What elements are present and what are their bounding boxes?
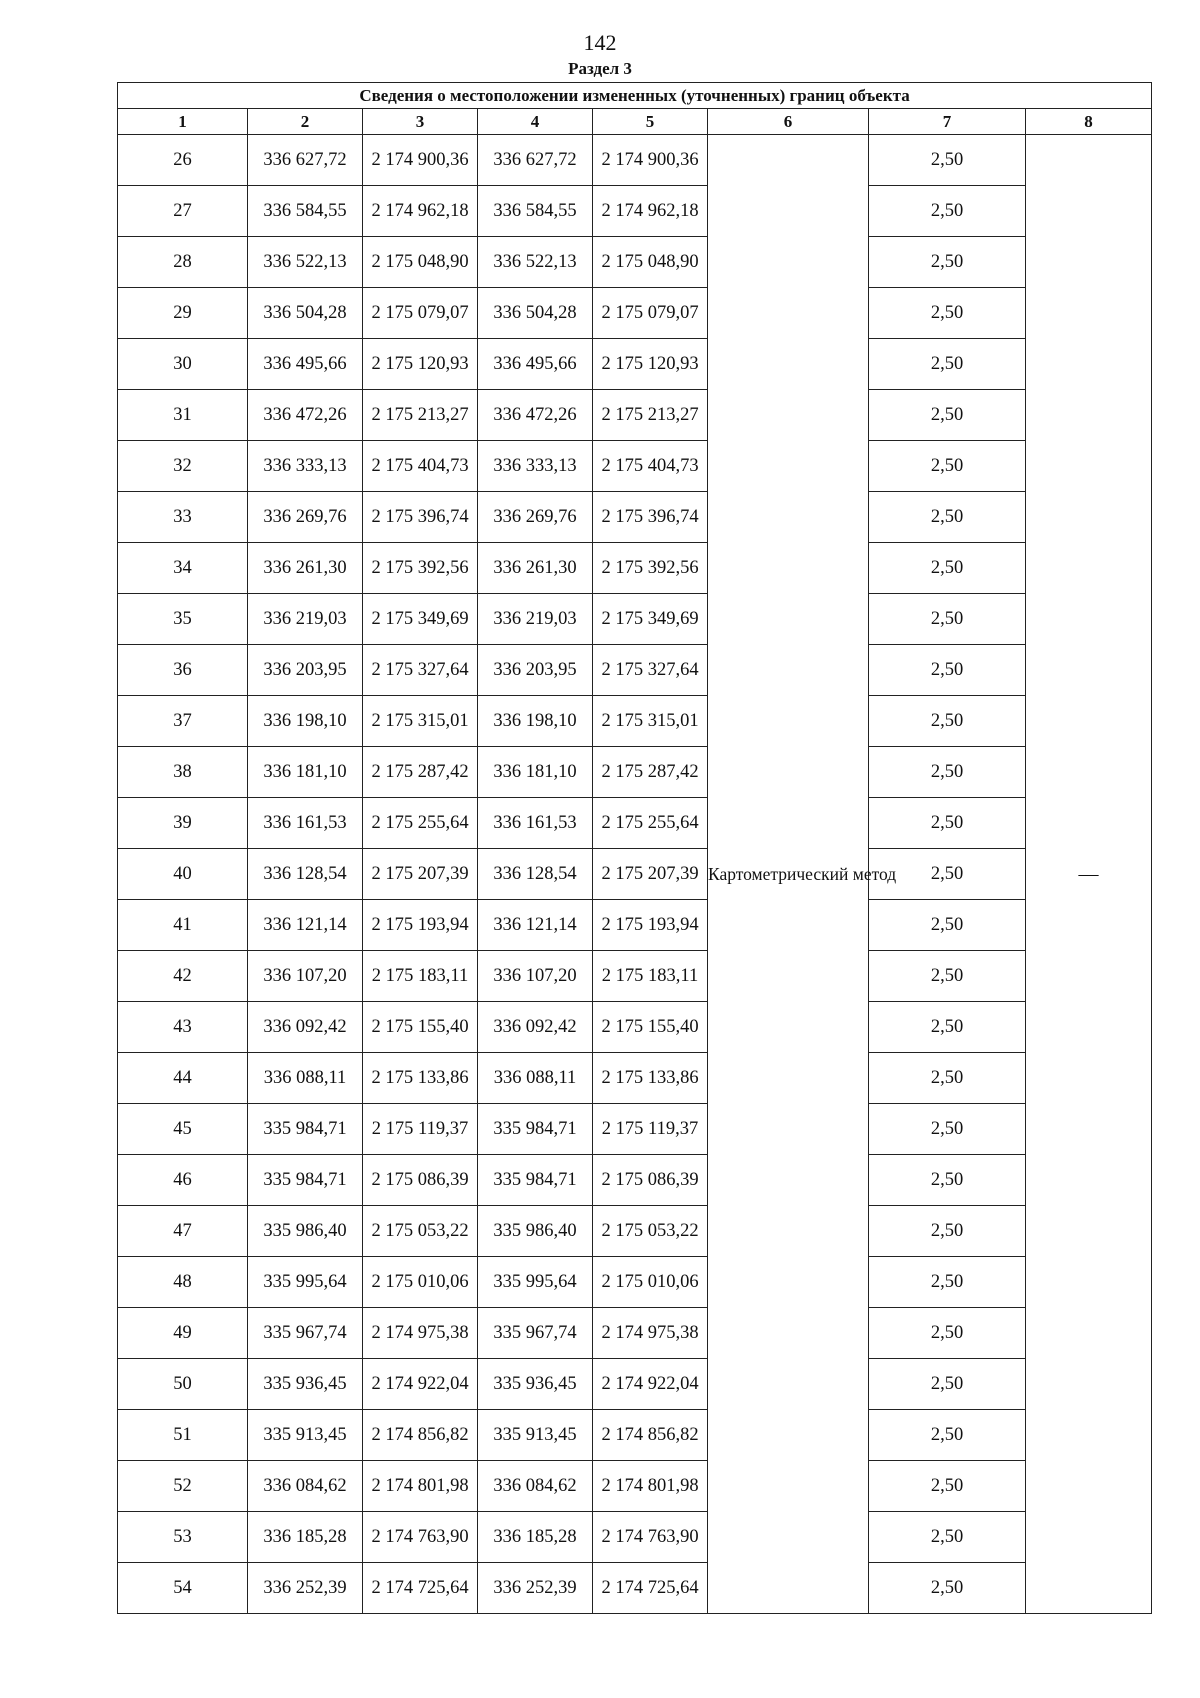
y-existing-cell: 2 175 327,64 [363, 645, 478, 696]
y-new-cell: 2 175 255,64 [593, 798, 708, 849]
y-new-cell: 2 175 086,39 [593, 1155, 708, 1206]
y-new-cell: 2 175 193,94 [593, 900, 708, 951]
table-row [118, 900, 1152, 951]
method-cell: Картометрический метод [708, 135, 869, 1614]
accuracy-cell: 2,50 [869, 849, 1026, 900]
y-new-cell: 2 175 183,11 [593, 951, 708, 1002]
x-existing-cell: 336 504,28 [248, 288, 363, 339]
y-existing-cell: 2 175 079,07 [363, 288, 478, 339]
table-row [118, 747, 1152, 798]
x-existing-cell: 335 936,45 [248, 1359, 363, 1410]
y-new-cell: 2 175 349,69 [593, 594, 708, 645]
x-existing-cell: 335 984,71 [248, 1155, 363, 1206]
y-new-cell: 2 174 900,36 [593, 135, 708, 186]
x-new-cell: 336 121,14 [478, 900, 593, 951]
x-new-cell: 336 252,39 [478, 1563, 593, 1614]
accuracy-cell: 2,50 [869, 492, 1026, 543]
x-new-cell: 336 107,20 [478, 951, 593, 1002]
accuracy-cell: 2,50 [869, 1053, 1026, 1104]
x-existing-cell: 336 252,39 [248, 1563, 363, 1614]
x-new-cell: 336 522,13 [478, 237, 593, 288]
y-new-cell: 2 175 133,86 [593, 1053, 708, 1104]
point-number-cell: 41 [118, 900, 248, 951]
accuracy-cell: 2,50 [869, 1563, 1026, 1614]
x-existing-cell: 336 185,28 [248, 1512, 363, 1563]
column-number-8: 8 [1026, 109, 1152, 135]
x-new-cell: 336 084,62 [478, 1461, 593, 1512]
accuracy-cell: 2,50 [869, 645, 1026, 696]
x-new-cell: 336 584,55 [478, 186, 593, 237]
y-existing-cell: 2 175 119,37 [363, 1104, 478, 1155]
table-row [118, 237, 1152, 288]
coordinates-table [117, 82, 1152, 1614]
y-new-cell: 2 174 922,04 [593, 1359, 708, 1410]
accuracy-cell: 2,50 [869, 1308, 1026, 1359]
y-new-cell: 2 175 120,93 [593, 339, 708, 390]
y-existing-cell: 2 175 349,69 [363, 594, 478, 645]
y-new-cell: 2 174 975,38 [593, 1308, 708, 1359]
column-number-5: 5 [593, 109, 708, 135]
x-existing-cell: 336 203,95 [248, 645, 363, 696]
point-number-cell: 30 [118, 339, 248, 390]
point-number-cell: 29 [118, 288, 248, 339]
x-existing-cell: 336 269,76 [248, 492, 363, 543]
x-existing-cell: 336 584,55 [248, 186, 363, 237]
table-row [118, 798, 1152, 849]
y-new-cell: 2 175 010,06 [593, 1257, 708, 1308]
accuracy-cell: 2,50 [869, 696, 1026, 747]
x-new-cell: 335 984,71 [478, 1104, 593, 1155]
x-existing-cell: 336 495,66 [248, 339, 363, 390]
y-existing-cell: 2 175 053,22 [363, 1206, 478, 1257]
table-row [118, 1053, 1152, 1104]
y-new-cell: 2 175 207,39 [593, 849, 708, 900]
table-row [118, 1257, 1152, 1308]
table-row [118, 1410, 1152, 1461]
table-row [118, 186, 1152, 237]
x-new-cell: 336 495,66 [478, 339, 593, 390]
accuracy-cell: 2,50 [869, 339, 1026, 390]
y-new-cell: 2 175 053,22 [593, 1206, 708, 1257]
x-new-cell: 335 984,71 [478, 1155, 593, 1206]
y-existing-cell: 2 175 183,11 [363, 951, 478, 1002]
point-number-cell: 33 [118, 492, 248, 543]
table-row [118, 594, 1152, 645]
x-new-cell: 336 333,13 [478, 441, 593, 492]
point-number-cell: 43 [118, 1002, 248, 1053]
table-row [118, 543, 1152, 594]
y-new-cell: 2 175 396,74 [593, 492, 708, 543]
x-existing-cell: 336 627,72 [248, 135, 363, 186]
accuracy-cell: 2,50 [869, 441, 1026, 492]
point-number-cell: 46 [118, 1155, 248, 1206]
accuracy-cell: 2,50 [869, 1206, 1026, 1257]
accuracy-cell: 2,50 [869, 1002, 1026, 1053]
x-new-cell: 336 504,28 [478, 288, 593, 339]
point-number-cell: 26 [118, 135, 248, 186]
x-existing-cell: 336 128,54 [248, 849, 363, 900]
x-new-cell: 336 128,54 [478, 849, 593, 900]
y-new-cell: 2 175 327,64 [593, 645, 708, 696]
x-new-cell: 335 913,45 [478, 1410, 593, 1461]
point-number-cell: 32 [118, 441, 248, 492]
x-existing-cell: 336 198,10 [248, 696, 363, 747]
x-existing-cell: 336 107,20 [248, 951, 363, 1002]
point-number-cell: 38 [118, 747, 248, 798]
x-existing-cell: 335 984,71 [248, 1104, 363, 1155]
x-new-cell: 336 092,42 [478, 1002, 593, 1053]
accuracy-cell: 2,50 [869, 951, 1026, 1002]
accuracy-cell: 2,50 [869, 186, 1026, 237]
y-existing-cell: 2 175 213,27 [363, 390, 478, 441]
point-number-cell: 52 [118, 1461, 248, 1512]
x-new-cell: 336 203,95 [478, 645, 593, 696]
column-number-6: 6 [708, 109, 869, 135]
y-existing-cell: 2 174 801,98 [363, 1461, 478, 1512]
description-cell: — [1026, 135, 1152, 1614]
point-number-cell: 35 [118, 594, 248, 645]
y-new-cell: 2 174 801,98 [593, 1461, 708, 1512]
x-new-cell: 335 936,45 [478, 1359, 593, 1410]
y-existing-cell: 2 175 010,06 [363, 1257, 478, 1308]
table-row [118, 1206, 1152, 1257]
accuracy-cell: 2,50 [869, 798, 1026, 849]
point-number-cell: 31 [118, 390, 248, 441]
y-existing-cell: 2 174 975,38 [363, 1308, 478, 1359]
x-new-cell: 336 219,03 [478, 594, 593, 645]
x-existing-cell: 336 522,13 [248, 237, 363, 288]
table-row [118, 441, 1152, 492]
y-existing-cell: 2 174 900,36 [363, 135, 478, 186]
accuracy-cell: 2,50 [869, 543, 1026, 594]
table-row [118, 1512, 1152, 1563]
table-row [118, 1002, 1152, 1053]
accuracy-cell: 2,50 [869, 594, 1026, 645]
y-existing-cell: 2 175 193,94 [363, 900, 478, 951]
y-existing-cell: 2 175 155,40 [363, 1002, 478, 1053]
y-new-cell: 2 175 119,37 [593, 1104, 708, 1155]
column-number-row [118, 109, 1152, 135]
x-new-cell: 336 088,11 [478, 1053, 593, 1104]
table-body [118, 135, 1152, 1614]
y-new-cell: 2 175 155,40 [593, 1002, 708, 1053]
point-number-cell: 36 [118, 645, 248, 696]
x-new-cell: 335 967,74 [478, 1308, 593, 1359]
x-new-cell: 336 185,28 [478, 1512, 593, 1563]
accuracy-cell: 2,50 [869, 1512, 1026, 1563]
y-existing-cell: 2 174 856,82 [363, 1410, 478, 1461]
accuracy-cell: 2,50 [869, 288, 1026, 339]
accuracy-cell: 2,50 [869, 747, 1026, 798]
y-existing-cell: 2 175 392,56 [363, 543, 478, 594]
table-row [118, 135, 1152, 186]
accuracy-cell: 2,50 [869, 1257, 1026, 1308]
table-row [118, 390, 1152, 441]
table-row [118, 339, 1152, 390]
y-existing-cell: 2 175 207,39 [363, 849, 478, 900]
x-existing-cell: 335 995,64 [248, 1257, 363, 1308]
y-new-cell: 2 175 392,56 [593, 543, 708, 594]
column-number-3: 3 [363, 109, 478, 135]
table-row [118, 696, 1152, 747]
y-new-cell: 2 175 287,42 [593, 747, 708, 798]
table-row [118, 1104, 1152, 1155]
table-row [118, 1563, 1152, 1614]
y-existing-cell: 2 175 086,39 [363, 1155, 478, 1206]
point-number-cell: 48 [118, 1257, 248, 1308]
table-row [118, 849, 1152, 900]
table-row [118, 951, 1152, 1002]
y-new-cell: 2 175 213,27 [593, 390, 708, 441]
table-row [118, 492, 1152, 543]
x-new-cell: 336 627,72 [478, 135, 593, 186]
point-number-cell: 34 [118, 543, 248, 594]
x-existing-cell: 336 472,26 [248, 390, 363, 441]
point-number-cell: 27 [118, 186, 248, 237]
page-number: 142 [583, 30, 617, 55]
x-existing-cell: 336 088,11 [248, 1053, 363, 1104]
column-number-1: 1 [118, 109, 248, 135]
table-row [118, 1461, 1152, 1512]
x-existing-cell: 336 084,62 [248, 1461, 363, 1512]
table-row [118, 1155, 1152, 1206]
accuracy-cell: 2,50 [869, 1461, 1026, 1512]
x-new-cell: 336 161,53 [478, 798, 593, 849]
table-row [118, 1359, 1152, 1410]
y-new-cell: 2 175 315,01 [593, 696, 708, 747]
y-existing-cell: 2 175 315,01 [363, 696, 478, 747]
x-existing-cell: 336 181,10 [248, 747, 363, 798]
table-title: Сведения о местоположении измененных (уточненных) границ объекта [118, 83, 1152, 109]
accuracy-cell: 2,50 [869, 1359, 1026, 1410]
y-new-cell: 2 175 404,73 [593, 441, 708, 492]
x-existing-cell: 336 161,53 [248, 798, 363, 849]
y-existing-cell: 2 174 922,04 [363, 1359, 478, 1410]
x-new-cell: 335 995,64 [478, 1257, 593, 1308]
point-number-cell: 39 [118, 798, 248, 849]
column-number-2: 2 [248, 109, 363, 135]
table-row [118, 645, 1152, 696]
point-number-cell: 54 [118, 1563, 248, 1614]
y-existing-cell: 2 175 287,42 [363, 747, 478, 798]
accuracy-cell: 2,50 [869, 390, 1026, 441]
column-number-4: 4 [478, 109, 593, 135]
point-number-cell: 47 [118, 1206, 248, 1257]
y-new-cell: 2 175 079,07 [593, 288, 708, 339]
y-existing-cell: 2 175 396,74 [363, 492, 478, 543]
x-new-cell: 336 472,26 [478, 390, 593, 441]
y-existing-cell: 2 175 120,93 [363, 339, 478, 390]
y-new-cell: 2 174 856,82 [593, 1410, 708, 1461]
x-new-cell: 336 198,10 [478, 696, 593, 747]
point-number-cell: 45 [118, 1104, 248, 1155]
x-existing-cell: 336 121,14 [248, 900, 363, 951]
y-existing-cell: 2 175 255,64 [363, 798, 478, 849]
point-number-cell: 49 [118, 1308, 248, 1359]
x-new-cell: 335 986,40 [478, 1206, 593, 1257]
section-label: Раздел 3 [568, 59, 632, 78]
x-existing-cell: 336 092,42 [248, 1002, 363, 1053]
column-number-7: 7 [869, 109, 1026, 135]
point-number-cell: 53 [118, 1512, 248, 1563]
point-number-cell: 44 [118, 1053, 248, 1104]
x-existing-cell: 335 967,74 [248, 1308, 363, 1359]
y-new-cell: 2 174 725,64 [593, 1563, 708, 1614]
y-existing-cell: 2 175 404,73 [363, 441, 478, 492]
point-number-cell: 51 [118, 1410, 248, 1461]
y-existing-cell: 2 175 133,86 [363, 1053, 478, 1104]
accuracy-cell: 2,50 [869, 237, 1026, 288]
table-row [118, 1308, 1152, 1359]
accuracy-cell: 2,50 [869, 1104, 1026, 1155]
table-row [118, 288, 1152, 339]
x-existing-cell: 336 333,13 [248, 441, 363, 492]
y-existing-cell: 2 174 962,18 [363, 186, 478, 237]
y-existing-cell: 2 174 725,64 [363, 1563, 478, 1614]
point-number-cell: 42 [118, 951, 248, 1002]
y-existing-cell: 2 174 763,90 [363, 1512, 478, 1563]
x-new-cell: 336 269,76 [478, 492, 593, 543]
x-existing-cell: 336 219,03 [248, 594, 363, 645]
accuracy-cell: 2,50 [869, 900, 1026, 951]
point-number-cell: 50 [118, 1359, 248, 1410]
point-number-cell: 28 [118, 237, 248, 288]
x-existing-cell: 335 913,45 [248, 1410, 363, 1461]
x-existing-cell: 335 986,40 [248, 1206, 363, 1257]
y-new-cell: 2 174 962,18 [593, 186, 708, 237]
point-number-cell: 37 [118, 696, 248, 747]
x-new-cell: 336 261,30 [478, 543, 593, 594]
point-number-cell: 40 [118, 849, 248, 900]
accuracy-cell: 2,50 [869, 1155, 1026, 1206]
x-existing-cell: 336 261,30 [248, 543, 363, 594]
y-new-cell: 2 175 048,90 [593, 237, 708, 288]
y-existing-cell: 2 175 048,90 [363, 237, 478, 288]
x-new-cell: 336 181,10 [478, 747, 593, 798]
accuracy-cell: 2,50 [869, 135, 1026, 186]
y-new-cell: 2 174 763,90 [593, 1512, 708, 1563]
accuracy-cell: 2,50 [869, 1410, 1026, 1461]
